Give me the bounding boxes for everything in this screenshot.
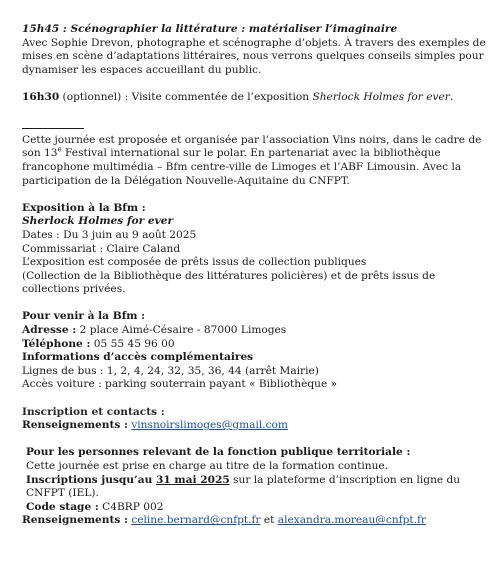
and-text: et: [260, 514, 278, 527]
session2-expo: Sherlock Holmes for ever: [312, 90, 450, 103]
contact-label: Renseignements :: [22, 419, 128, 432]
session2-text: (optionnel) : Visite commentée de l’exposition: [59, 90, 313, 103]
expo-title: Sherlock Holmes for ever: [22, 215, 174, 228]
access-car: Accès voiture : parking souterrain payant « Bibliothèque »: [22, 378, 338, 391]
expo-desc2: (Collection de la Bibliothèque des littératures policières) et de prêts issus de collections privées.: [22, 269, 436, 296]
address-label: Adresse :: [22, 324, 77, 337]
code-value: C4BRP 002: [98, 500, 164, 513]
document: [22, 23, 494, 528]
expo-curator: Commissariat : Claire Caland: [22, 242, 181, 255]
public-info: [22, 514, 494, 528]
session1-heading: [22, 23, 494, 37]
session2-time: 16h30: [22, 90, 60, 103]
public-line1: Cette journée est prise en charge au titre de la formation continue.: [26, 460, 389, 472]
email1-link[interactable]: celine.bernard@cnfpt.fr: [131, 514, 261, 527]
reg-rest: sur la plateforme d’inscription en ligne du CNFPT (IEL).: [26, 473, 461, 500]
access-heading: Pour venir à la Bfm :: [22, 310, 146, 323]
email2-link[interactable]: alexandra.moreau@cnfpt.fr: [277, 514, 426, 527]
info-label: Renseignements :: [22, 514, 128, 527]
public-code: [22, 501, 494, 515]
address-value: 2 place Aimé-Césaire - 87000 Limoges: [76, 324, 287, 337]
reg-label: Inscriptions jusqu’au: [26, 473, 156, 486]
public-registration: [22, 474, 494, 501]
access-phone: [22, 338, 494, 352]
intro-before: Cette journée est proposée et organisée par l’association Vins noirs, dans le cadre de son 13: [22, 133, 482, 160]
session2: [22, 91, 494, 105]
separator-rule: [22, 118, 494, 134]
access-info-heading: Informations d’accès complémentaires: [22, 351, 254, 364]
phone-value: 05 55 45 96 00: [90, 337, 175, 350]
intro-sup: e: [57, 145, 62, 154]
contact-heading: Inscription et contacts :: [22, 405, 165, 418]
expo-heading: Exposition à la Bfm :: [22, 201, 146, 214]
session1-title: 15h45 : Scénographier la littérature : matérialiser l’imaginaire: [22, 23, 398, 35]
phone-label: Téléphone :: [22, 337, 91, 350]
intro-paragraph: [22, 134, 494, 188]
access-bus: Lignes de bus : 1, 2, 4, 24, 32, 35, 36, 44 (arrêt Mairie): [22, 364, 319, 377]
code-label: Code stage :: [26, 500, 99, 513]
expo-desc1: L’exposition est composée de prêts issus de collection publiques: [22, 256, 367, 269]
access-address: [22, 324, 494, 338]
session2-end: .: [449, 90, 454, 103]
reg-date: 31 mai 2025: [155, 473, 230, 486]
contact-email-link[interactable]: vinsnoirslimoges@gmail.com: [131, 419, 288, 432]
contact-line: [22, 419, 494, 433]
expo-dates: Dates : Du 3 juin au 9 août 2025: [22, 228, 197, 241]
public-heading: Pour les personnes relevant de la fonction publique territoriale :: [26, 446, 411, 459]
intro-after: Festival international sur le polar. En partenariat avec la bibliothèque francophone multimédia – Bfm centre-ville de Limoges et l’ABF Limousin. Avec la participation de la Délégation Nouvelle-Aquitaine du CNFPT.: [22, 147, 462, 187]
session1-body: Avec Sophie Drevon, photographe et scénographe d’objets. À travers des exemples de mises en scène d’adaptations littéraires, nous verrons quelques conseils simples pour dynamiser les espaces accueillant du public.: [22, 36, 486, 76]
